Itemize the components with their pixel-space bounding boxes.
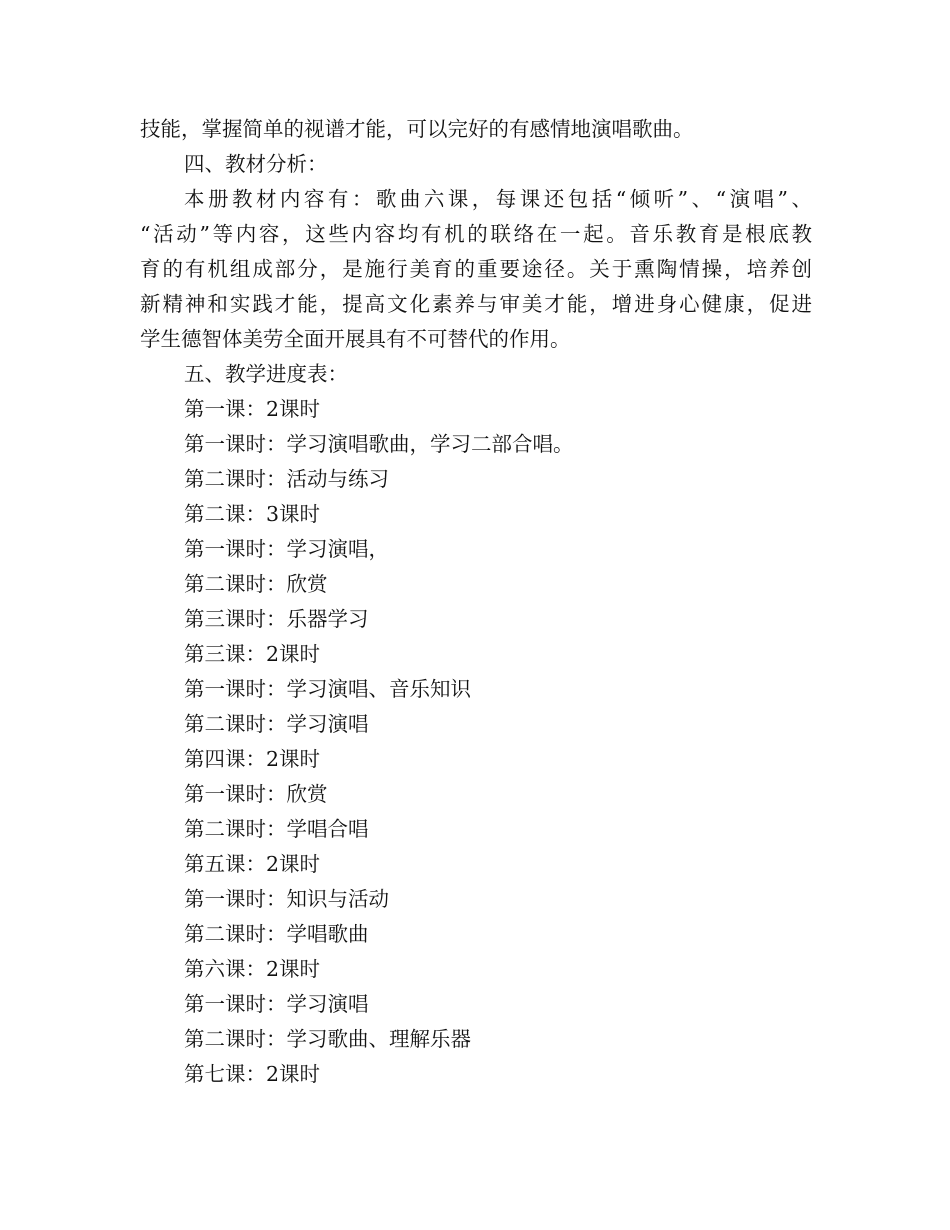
section4-paragraph-line: 新精神和实践才能，提高文化素养与审美才能，增进身心健康，促进 — [140, 292, 812, 316]
schedule-item: 第一课时：欣赏 — [184, 782, 328, 806]
schedule-item: 第二课时：学唱歌曲 — [184, 922, 369, 946]
schedule-item: 第一课：2课时 — [184, 397, 321, 421]
schedule-item: 第二课时：学唱合唱 — [184, 817, 369, 841]
section5-heading: 五、教学进度表： — [184, 362, 348, 386]
section4-paragraph-line: 本册教材内容有：歌曲六课，每课还包括“倾听”、“演唱”、 — [184, 187, 812, 211]
schedule-item: 第一课时：学习演唱， — [184, 537, 389, 561]
schedule-item: 第一课时：学习演唱、音乐知识 — [184, 677, 471, 701]
schedule-item: 第七课：2课时 — [184, 1062, 321, 1086]
schedule-item: 第五课：2课时 — [184, 852, 321, 876]
schedule-item: 第三课时：乐器学习 — [184, 607, 369, 631]
schedule-item: 第二课时：学习演唱 — [184, 712, 369, 736]
section4-paragraph-line: 学生德智体美劳全面开展具有不可替代的作用。 — [140, 327, 571, 351]
schedule-item: 第一课时：知识与活动 — [184, 887, 389, 911]
schedule-item: 第二课时：学习歌曲、理解乐器 — [184, 1027, 471, 1051]
section4-heading: 四、教材分析： — [184, 152, 328, 176]
section4-paragraph-line: “活动”等内容，这些内容均有机的联络在一起。音乐教育是根底教 — [140, 222, 812, 246]
schedule-item: 第四课：2课时 — [184, 747, 321, 771]
section4-paragraph-line: 育的有机组成部分，是施行美育的重要途径。关于熏陶情操，培养创 — [140, 257, 812, 281]
schedule-item: 第一课时：学习演唱歌曲，学习二部合唱。 — [184, 432, 574, 456]
intro-tail-line: 技能，掌握简单的视谱才能，可以完好的有感情地演唱歌曲。 — [140, 117, 694, 141]
schedule-item: 第二课：3课时 — [184, 502, 321, 526]
schedule-item: 第一课时：学习演唱 — [184, 992, 369, 1016]
schedule-item: 第二课时：活动与练习 — [184, 467, 389, 491]
schedule-item: 第三课：2课时 — [184, 642, 321, 666]
schedule-item: 第二课时：欣赏 — [184, 572, 328, 596]
document-body — [140, 112, 812, 1092]
schedule-item: 第六课：2课时 — [184, 957, 321, 981]
